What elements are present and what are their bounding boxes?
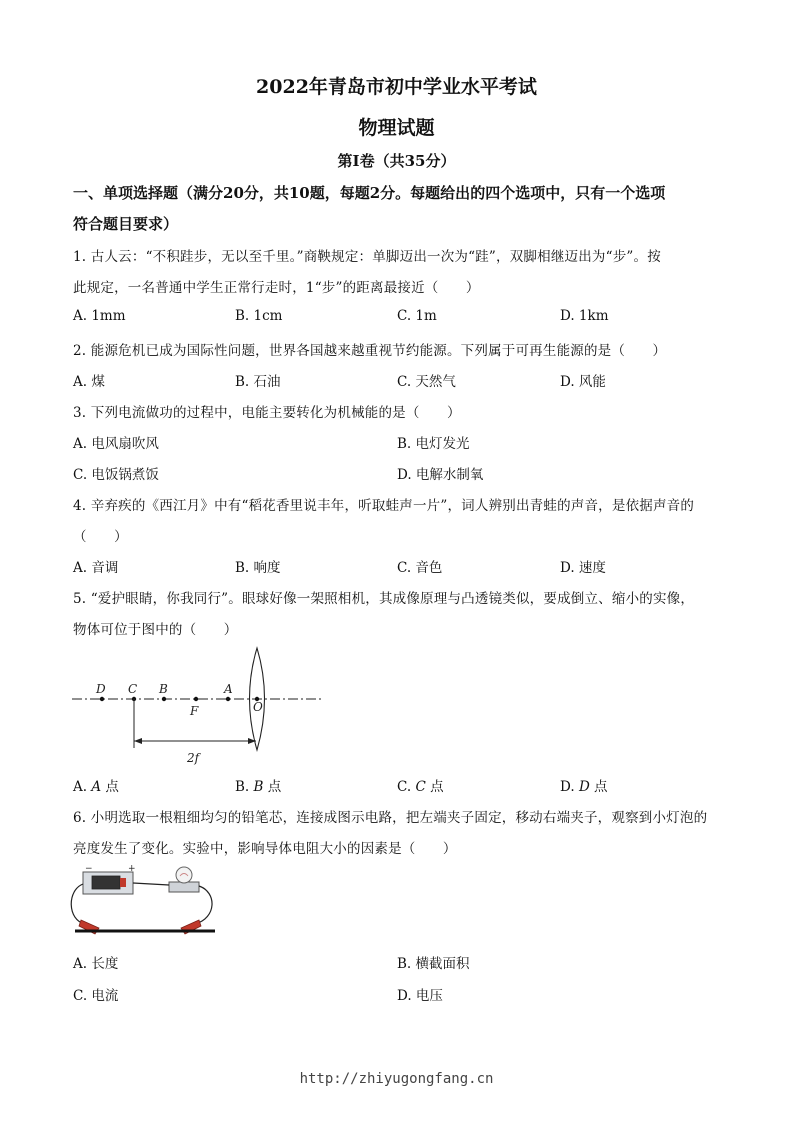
question-1-line2: 此规定，一名普通中学生正常行走时，1“步”的距离最接近（ ） (73, 280, 480, 296)
q2-option-c: C. 天然气 (397, 374, 456, 390)
q5-option-a-suffix: 点 (101, 779, 119, 795)
point-a-label: A (224, 682, 233, 696)
q3-option-a: A. 电风扇吹风 (73, 436, 159, 452)
q6-option-d: D. 电压 (397, 988, 443, 1004)
point-f-label: F (190, 704, 199, 718)
battery-plus-sign: + (128, 864, 136, 874)
wire-top (133, 883, 169, 885)
question-4-line2: （ ） (73, 529, 128, 545)
subject-title: 物理试题 (358, 117, 435, 139)
question-2-line1: 2. 能源危机已成为国际性问题，世界各国越来越重视节约能源。下列属于可再生能源的是（ ） (73, 343, 667, 359)
point-d-dot (100, 697, 104, 701)
question-3-line1: 3. 下列电流做功的过程中，电能主要转化为机械能的是（ ） (73, 405, 461, 421)
question-4-line1: 4. 辛弃疾的《西江月》中有“稻花香里说丰年，听取蛙声一片”，词人辨别出青蛙的声音，是依据声音的 (73, 498, 695, 514)
point-d-label: D (96, 682, 106, 696)
q5-option-d (560, 775, 608, 795)
q1-option-a: A. 1mm (73, 308, 126, 324)
q3-option-b: B. 电灯发光 (397, 436, 470, 452)
q5-option-c-suffix: 点 (425, 779, 444, 795)
volume-heading: 第Ⅰ卷（共35分） (337, 152, 456, 170)
question-5-line1: 5. “爱护眼睛，你我同行”。眼球好像一架照相机，其成像原理与凸透镜类似，要成倒立、缩小的实像， (73, 591, 695, 607)
battery-terminal (120, 878, 126, 887)
distance-label: 2f (187, 751, 200, 765)
q5-option-d-suffix: 点 (589, 779, 608, 795)
q4-option-c: C. 音色 (397, 560, 443, 576)
q5-option-b-letter: B (253, 779, 264, 795)
battery-body (92, 876, 120, 889)
q5-option-c-prefix: C. (397, 779, 416, 795)
q5-option-d-prefix: D. (560, 779, 579, 795)
point-c-label: C (128, 682, 138, 696)
q4-option-b: B. 响度 (235, 560, 281, 576)
battery-minus-sign: − (85, 864, 93, 874)
point-f-dot (194, 697, 198, 701)
q5-option-c-letter: C (415, 779, 426, 795)
q5-option-a (73, 775, 119, 795)
q5-option-a-letter: A (91, 779, 102, 795)
question-1-line1: 1. 古人云：“不积跬步，无以至千里。”商鞅规定：单脚迈出一次为“跬”，双脚相继迈出为“步”。按 (73, 249, 661, 265)
dimension-arrow-left (134, 738, 142, 744)
point-b-label: B (159, 682, 168, 696)
q4-option-a: A. 音调 (73, 560, 119, 576)
lens-diagram (60, 640, 340, 772)
q5-option-b (235, 775, 281, 795)
q3-option-c: C. 电饭锅煮饭 (73, 467, 159, 483)
q2-option-d: D. 风能 (560, 374, 606, 390)
q2-option-a: A. 煤 (73, 374, 105, 390)
q5-option-c (397, 775, 444, 795)
q6-option-a: A. 长度 (73, 956, 119, 972)
section-heading-line2: 符合题目要求） (73, 215, 179, 233)
q5-option-b-prefix: B. (235, 779, 254, 795)
point-a-dot (226, 697, 230, 701)
bulb-icon (176, 867, 192, 883)
q6-option-c: C. 电流 (73, 988, 119, 1004)
point-o-label: O (253, 700, 263, 714)
question-6-line1: 6. 小明选取一根粗细均匀的铅笔芯，连接成图示电路，把左端夹子固定，移动右端夹子，观察到小灯泡的 (73, 810, 708, 826)
q6-option-b: B. 横截面积 (397, 956, 470, 972)
q1-option-b: B. 1cm (235, 308, 283, 324)
q5-option-d-letter: D (578, 779, 590, 795)
q4-option-d: D. 速度 (560, 560, 606, 576)
q1-option-d: D. 1km (560, 308, 609, 324)
q2-option-b: B. 石油 (235, 374, 281, 390)
footer-url: http://zhiyugongfang.cn (299, 1071, 494, 1087)
q3-option-d: D. 电解水制氧 (397, 467, 484, 483)
circuit-diagram (65, 862, 225, 942)
point-b-dot (162, 697, 166, 701)
q1-option-c: C. 1m (397, 308, 437, 324)
q5-option-b-suffix: 点 (263, 779, 282, 795)
exam-title: 2022年青岛市初中学业水平考试 (256, 76, 537, 98)
q5-option-a-prefix: A. (73, 779, 92, 795)
section-heading-line1: 一、单项选择题（满分20分，共10题，每题2分。每题给出的四个选项中，只有一个选项 (73, 184, 666, 202)
question-6-line2: 亮度发生了变化。实验中，影响导体电阻大小的因素是（ ） (73, 841, 457, 857)
question-5-line2: 物体可位于图中的（ ） (73, 622, 238, 638)
